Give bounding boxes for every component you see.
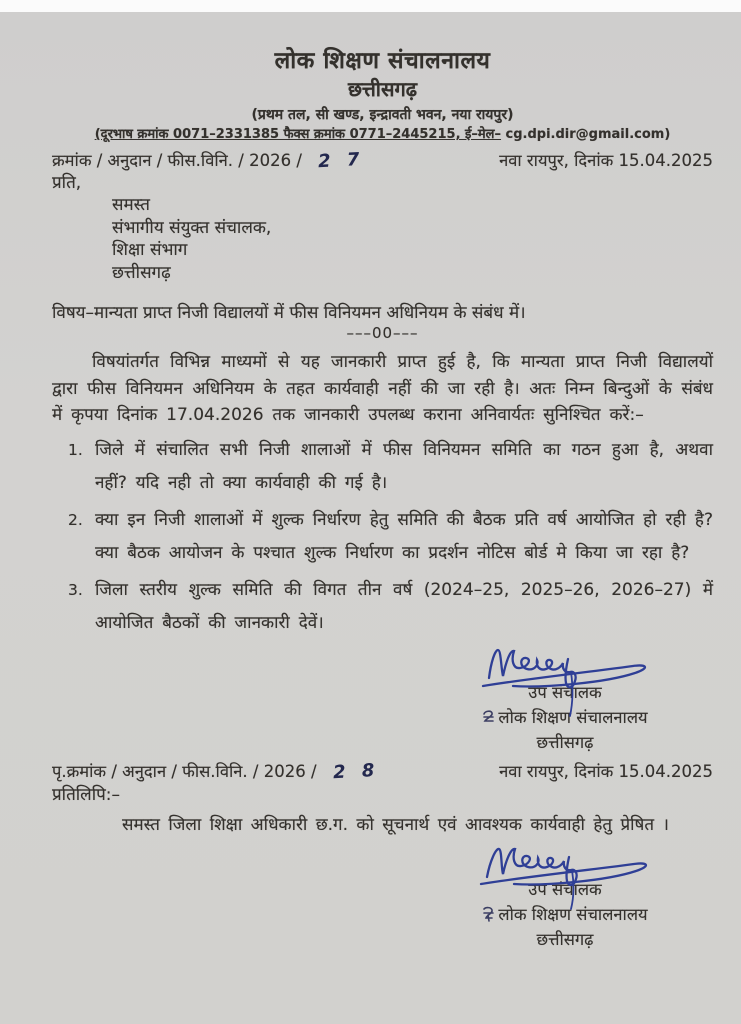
copy-to-text: समस्त जिला शिक्षा अधिकारी छ.ग. को सूचनार्थ एवं आवश्यक कार्यवाही हेतु प्रेषित । bbox=[122, 814, 669, 835]
place-date: नवा रायपुर, दिनांक 15.04.2025 bbox=[499, 151, 713, 170]
salutation: प्रति, bbox=[52, 173, 82, 193]
signature-block bbox=[431, 644, 699, 755]
letter-paper bbox=[0, 12, 741, 1024]
signatory-state: छत्तीसगढ़ bbox=[536, 930, 594, 949]
letterhead-org-name: लोक शिक्षण संचालनालय bbox=[274, 48, 491, 74]
letterhead-phone-fax: (दूरभाष क्रमांक 0071–2331385 फैक्स क्रमांक 0771–2445215, ई–मेल– bbox=[94, 127, 502, 142]
letterhead-contact bbox=[52, 125, 713, 144]
signatory-designation: उप संचालक bbox=[528, 682, 602, 702]
signatory-state: छत्तीसगढ़ bbox=[536, 732, 594, 752]
list-item-text: जिले में संचालित सभी निजी शालाओं में फीस विनियमन समिति का गठन हुआ है, अथवा नहीं? यदि नही तो क्या कार्यवाही की गई है। bbox=[95, 439, 713, 493]
subject-line: विषय–मान्यता प्राप्त निजी विद्यालयों में फीस विनियमन अधिनियम के संबंध में। bbox=[52, 303, 526, 323]
points-list bbox=[52, 434, 713, 640]
handwritten-mark-icon bbox=[482, 906, 495, 922]
signature-scribble-icon bbox=[473, 841, 658, 887]
signatory-designation: उप संचालक bbox=[528, 880, 602, 899]
signature-block bbox=[431, 841, 699, 952]
addressee-line: संभागीय संयुक्त संचालक, bbox=[112, 217, 272, 238]
list-item-text: क्या इन निजी शालाओं में शुल्क निर्धारण हेतु समिति की बैठक प्रति वर्ष आयोजित हो रही है? क्या बैठक आयोजन के पश्चात शुल्क निर्धारण का प्रदर्शन नोटिस बोर्ड मे किया जा रहा है? bbox=[95, 509, 713, 563]
signatory-org bbox=[431, 705, 699, 730]
addressee-block bbox=[112, 194, 713, 284]
endorsement-reference-number bbox=[52, 760, 379, 783]
addressee-line: समस्त bbox=[112, 195, 150, 215]
reference-row bbox=[52, 149, 713, 172]
letter-content bbox=[0, 12, 741, 1024]
subject-divider: –––00––– bbox=[346, 324, 419, 342]
handwritten-number: 2 8 bbox=[332, 759, 380, 783]
list-item bbox=[68, 434, 713, 500]
reference-number-label: क्रमांक / अनुदान / फीस.विनि. / 2026 / bbox=[52, 151, 302, 170]
signatory-org-text: लोक शिक्षण संचालनालय bbox=[498, 905, 648, 924]
signatory-org-text: लोक शिक्षण संचालनालय bbox=[498, 707, 648, 727]
letterhead-state: छत्तीसगढ़ bbox=[347, 77, 418, 101]
signature-scribble-icon bbox=[473, 644, 658, 690]
endorsement-place-date: नवा रायपुर, दिनांक 15.04.2025 bbox=[499, 761, 713, 781]
list-item-number: 1. bbox=[68, 440, 83, 459]
list-item bbox=[68, 574, 713, 640]
list-item-text: जिला स्तरीय शुल्क समिति की विगत तीन वर्ष (2024–25, 2025–26, 2026–27) में आयोजित बैठकों की जानकारी देवें। bbox=[95, 579, 713, 633]
addressee-line: शिक्षा संभाग bbox=[112, 240, 188, 260]
addressee-line: छत्तीसगढ़ bbox=[112, 262, 171, 283]
handwritten-mark-icon bbox=[482, 710, 495, 725]
scan-top-margin bbox=[0, 0, 741, 12]
letterhead-address: (प्रथम तल, सी खण्ड, इन्द्रावती भवन, नया रायपुर) bbox=[251, 107, 514, 123]
list-item bbox=[68, 504, 713, 570]
letterhead-email: cg.dpi.dir@gmail.com) bbox=[501, 127, 671, 142]
endorsement-reference-row bbox=[52, 760, 713, 783]
handwritten-number: 2 7 bbox=[317, 148, 365, 173]
body-paragraph: विषयांतर्गत विभिन्न माध्यमों से यह जानकारी प्राप्त हुई है, कि मान्यता प्राप्त निजी विद्यालयों द्वारा फीस विनियमन अधिनियम के तहत कार्यवाही नहीं की जा रही है। अतः निम्न बिन्दुओं के संबंध में कृपया दिनांक 17.04.2026 तक जानकारी उपलब्ध कराना अनिवार्यतः सुनिश्चित करें:– bbox=[52, 352, 713, 425]
list-item-number: 2. bbox=[68, 510, 83, 529]
reference-number bbox=[52, 149, 364, 172]
list-item-number: 3. bbox=[68, 580, 83, 599]
endorsement-reference-label: पृ.क्रमांक / अनुदान / फीस.विनि. / 2026 / bbox=[52, 761, 317, 781]
signatory-org bbox=[431, 902, 699, 927]
copy-to-label: प्रतिलिपि:– bbox=[52, 784, 120, 805]
